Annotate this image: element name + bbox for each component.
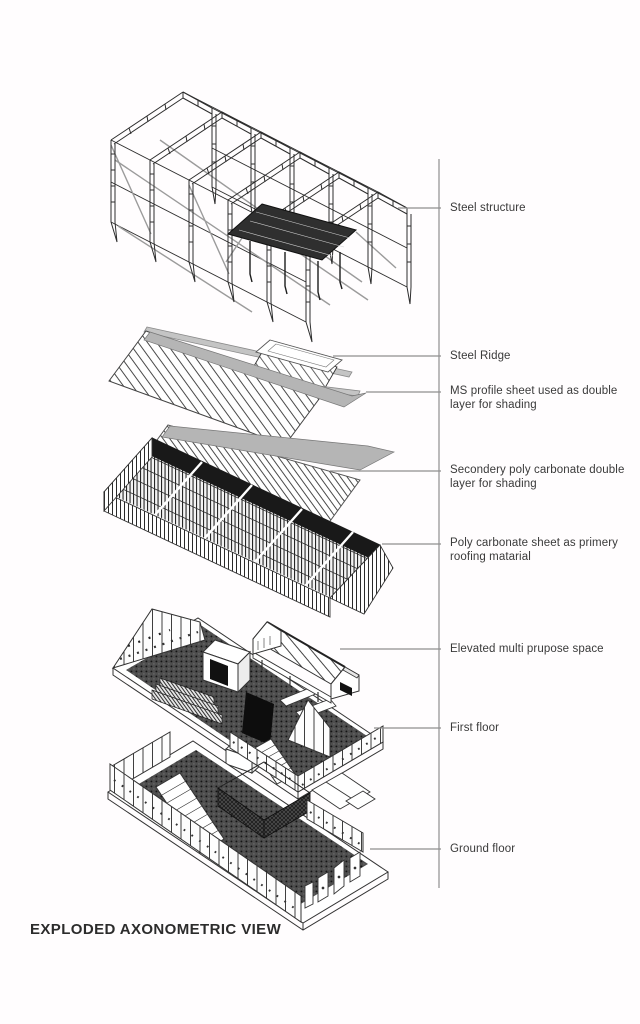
annotation-label-ms-profile-sheet: MS profile sheet used as double layer for shading: [450, 385, 618, 412]
annotation-label-steel-ridge: Steel Ridge: [450, 350, 511, 362]
annotation-label-first-floor: First floor: [450, 722, 500, 734]
drawing-title: EXPLODED AXONOMETRIC VIEW: [30, 921, 282, 938]
annotation-label-elevated-space: Elevated multi prupose space: [450, 643, 604, 655]
annotation-label-steel-structure: Steel structure: [450, 202, 526, 214]
annotation-label-ground-floor: Ground floor: [450, 843, 516, 855]
steel-structure-drawing: [111, 92, 411, 342]
annotation-label-primary-poly-carbonate: Poly carbonate sheet as primery roofing matarial: [450, 537, 619, 564]
annotation-label-secondary-poly-carbonate: Secondery poly carbonate double layer for shading: [450, 464, 625, 491]
